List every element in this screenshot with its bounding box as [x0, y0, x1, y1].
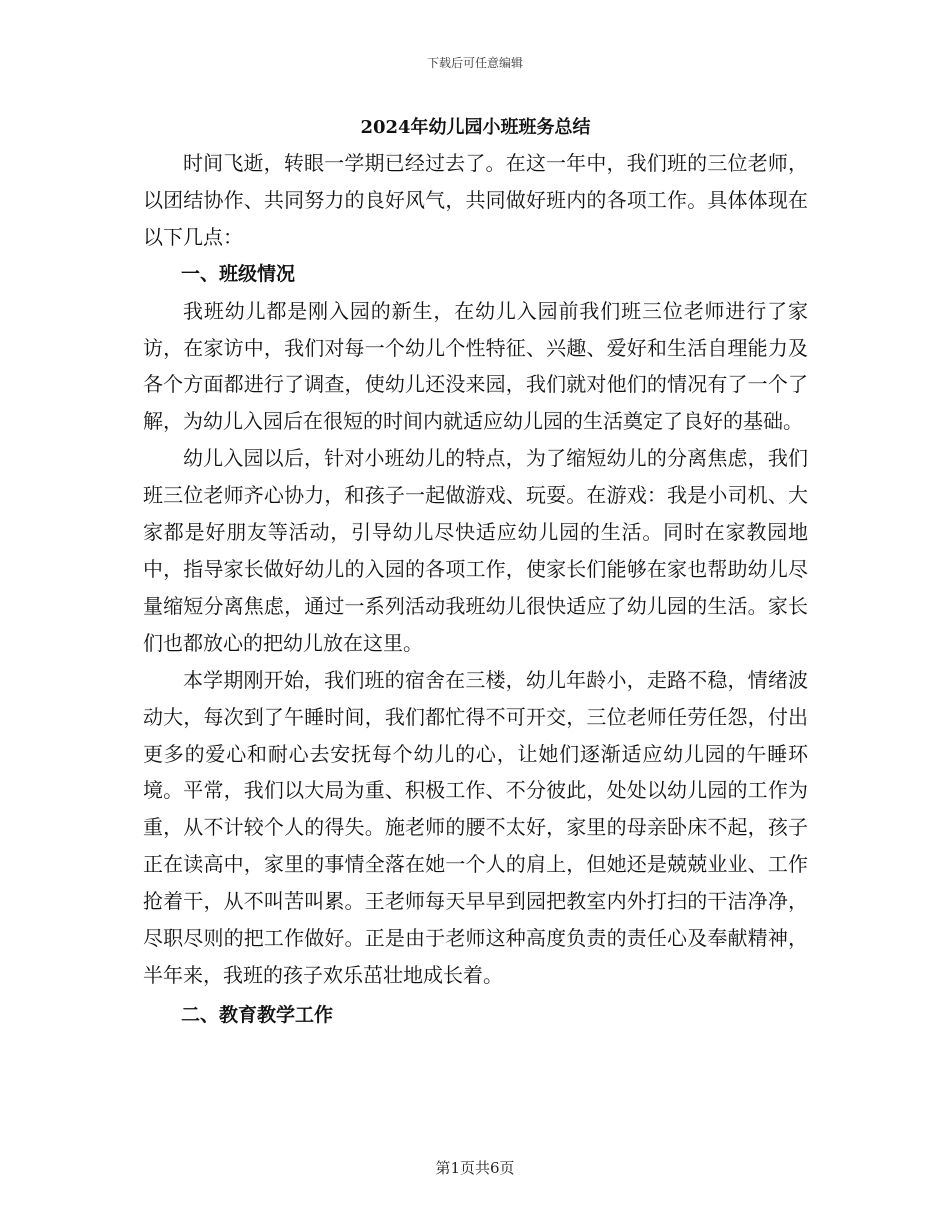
- paragraph: 我班幼儿都是刚入园的新生，在幼儿入园前我们班三位老师进行了家访，在家访中，我们对每一个幼儿个性特征、兴趣、爱好和生活自理能力及各个方面都进行了调查，使幼儿还没来园，我们就对他们的情况有了一个了解，为幼儿入园后在很短的时间内就适应幼儿园的生活奠定了良好的基础。: [143, 298, 808, 434]
- document-body: [143, 113, 808, 1034]
- page-number: 第1页共6页: [435, 1159, 515, 1177]
- section-heading-class-situation: 一、班级情况: [181, 262, 296, 285]
- document-title: 2024年幼儿园小班班务总结: [360, 117, 591, 138]
- section-heading-education-teaching: 二、教育教学工作: [181, 1003, 334, 1026]
- intro-paragraph: 时间飞逝，转眼一学期已经过去了。在这一年中，我们班的三位老师，以团结协作、共同努力的良好风气，共同做好班内的各项工作。具体体现在以下几点：: [143, 151, 808, 249]
- page-header-note: 下载后可任意编辑: [426, 56, 523, 70]
- paragraph: 本学期刚开始，我们班的宿舍在三楼，幼儿年龄小，走路不稳，情绪波动大，每次到了午睡时间，我们都忙得不可开交，三位老师任劳任怨，付出更多的爱心和耐心去安抚每个幼儿的心，让她们逐渐适应幼儿园的午睡环境。平常，我们以大局为重、积极工作、不分彼此，处处以幼儿园的工作为重，从不计较个人的得失。施老师的腰不太好，家里的母亲卧床不起，孩子正在读高中，家里的事情全落在她一个人的肩上，但她还是兢兢业业、工作抢着干，从不叫苦叫累。王老师每天早早到园把教室内外打扫的干洁净净，尽职尽则的把工作做好。正是由于老师这种高度负责的责任心及奉献精神，半年来，我班的孩子欢乐茁壮地成长着。: [143, 667, 808, 987]
- paragraph: 幼儿入园以后，针对小班幼儿的特点，为了缩短幼儿的分离焦虑，我们班三位老师齐心协力，和孩子一起做游戏、玩耍。在游戏：我是小司机、大家都是好朋友等活动，引导幼儿尽快适应幼儿园的生活。同时在家教园地中，指导家长做好幼儿的入园的各项工作，使家长们能够在家也帮助幼儿尽量缩短分离焦虑，通过一系列活动我班幼儿很快适应了幼儿园的生活。家长们也都放心的把幼儿放在这里。: [143, 446, 808, 655]
